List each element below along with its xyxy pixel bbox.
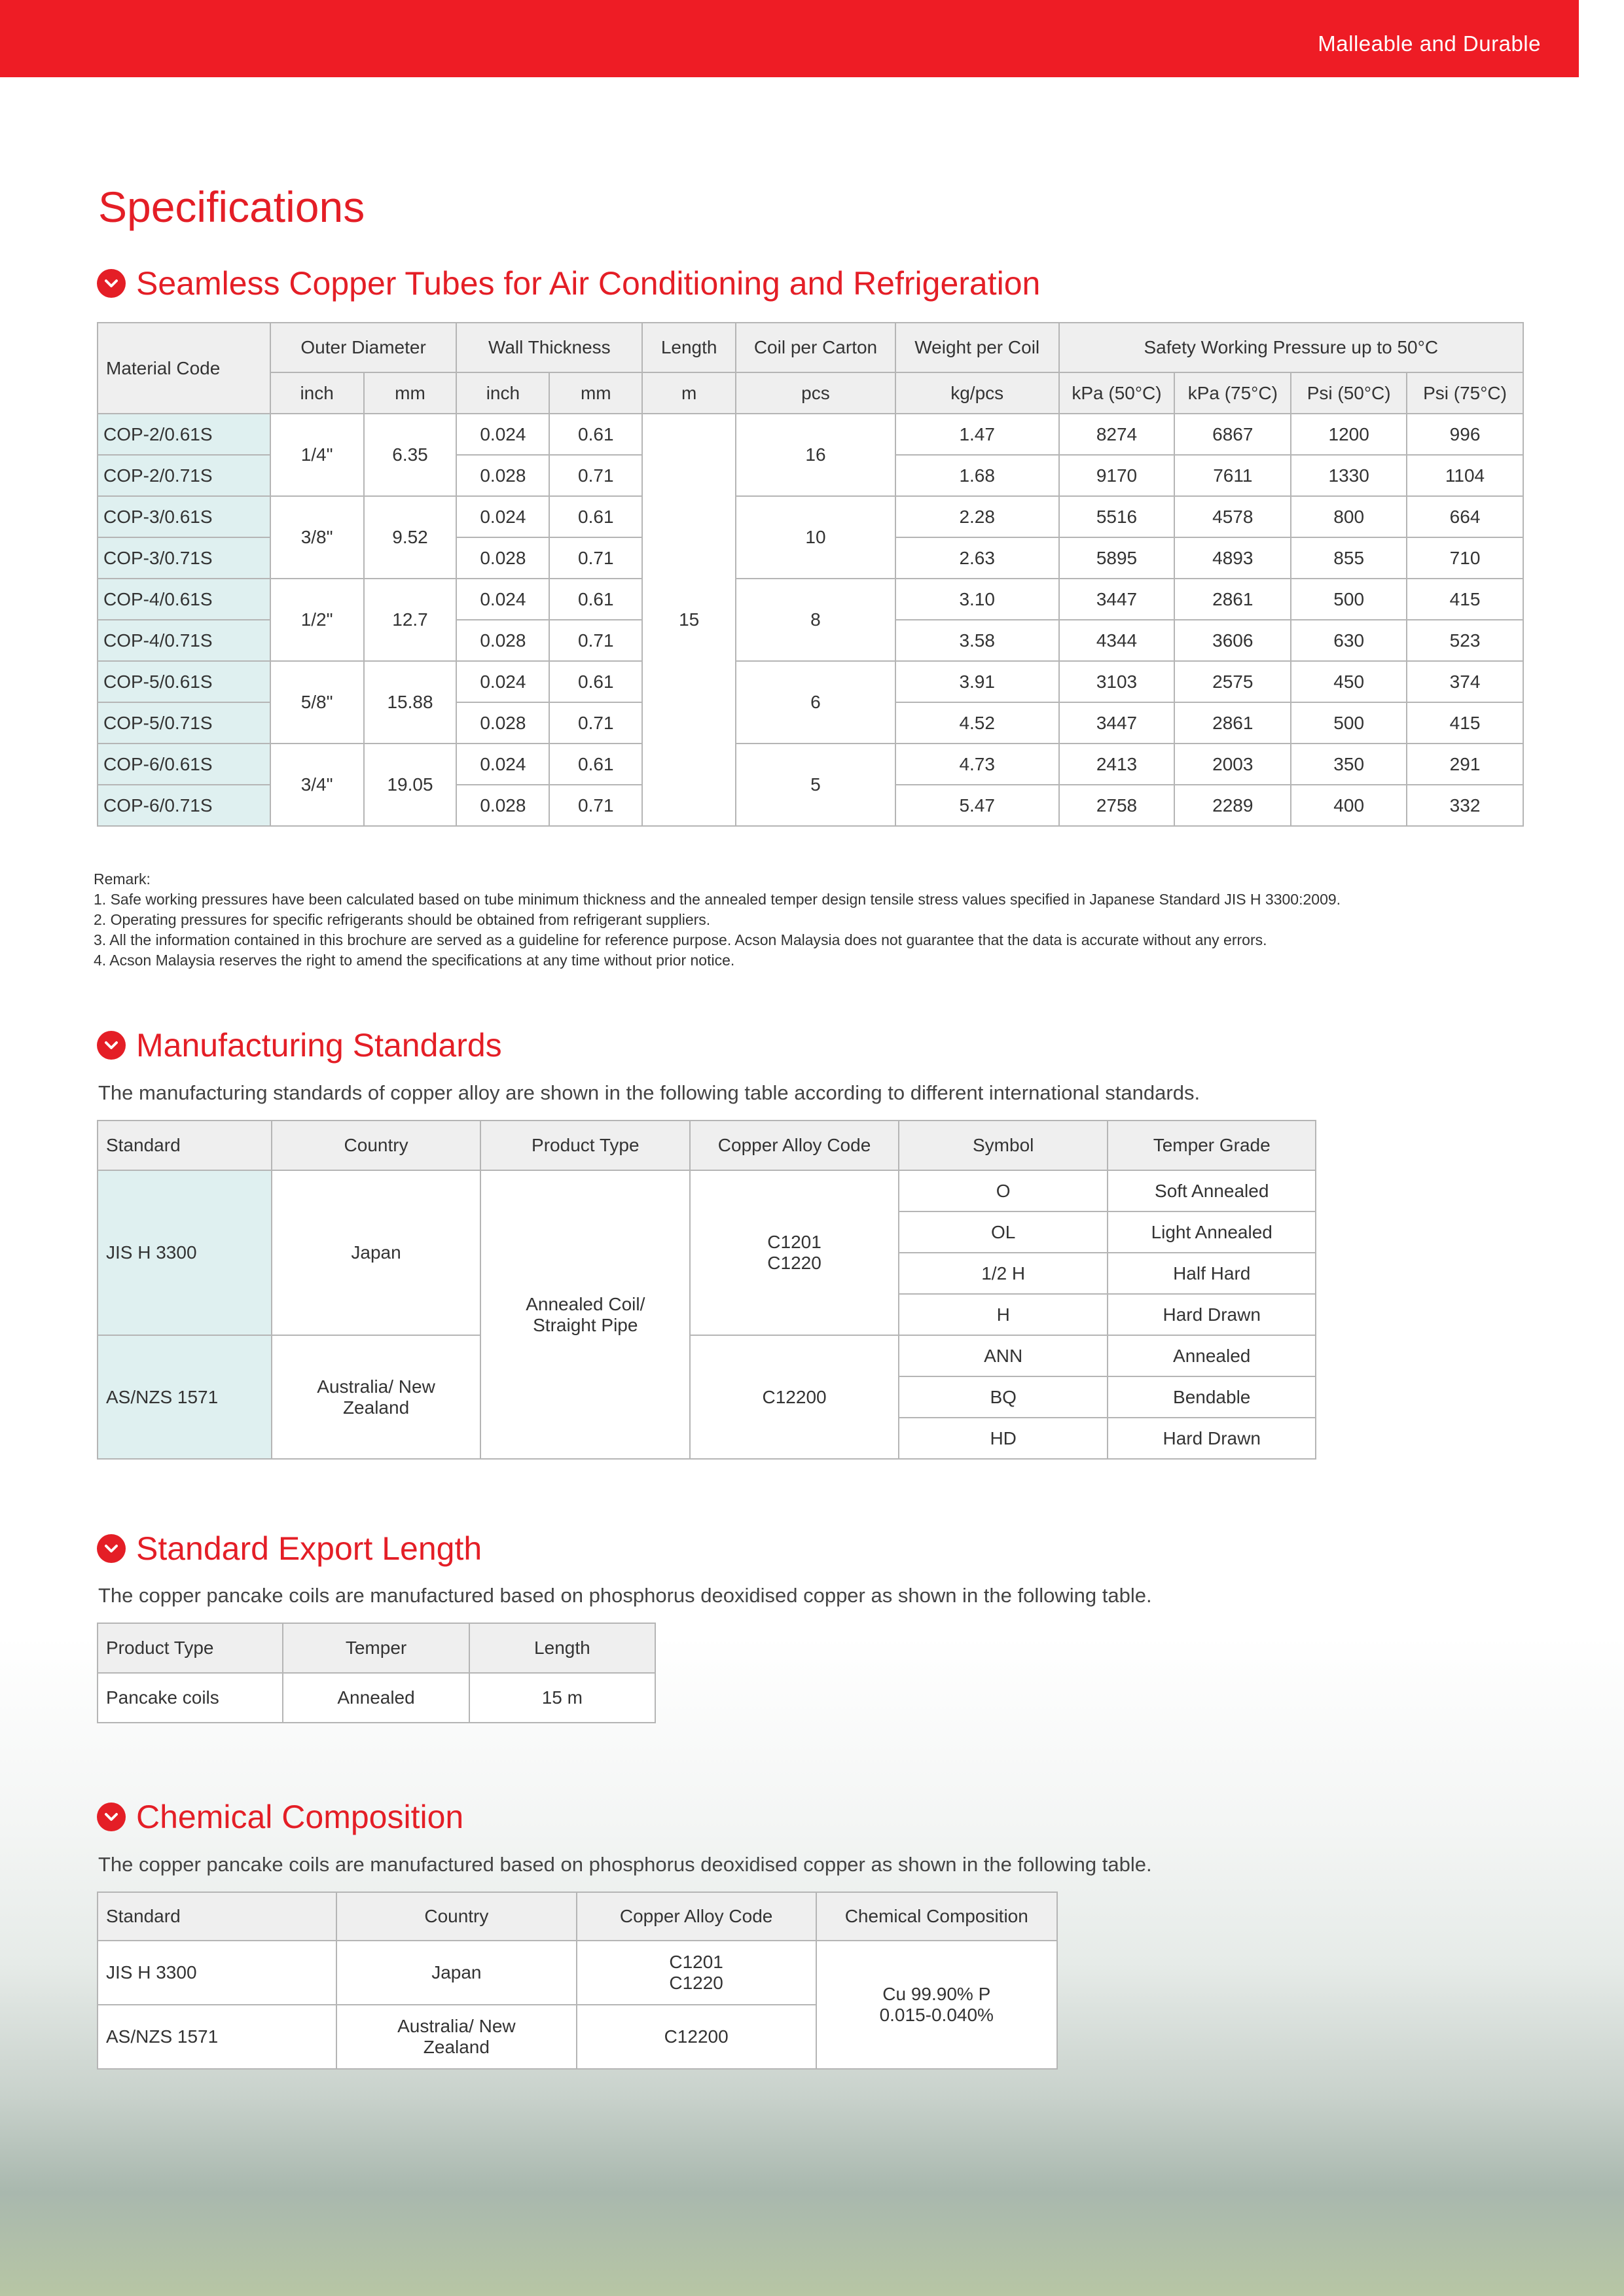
od-inch: 1/4" [270, 414, 364, 496]
kpa50: 2413 [1059, 744, 1175, 785]
export-length-table [97, 1623, 656, 1723]
remark-item: 4. Acson Malaysia reserves the right to amend the specifications at any time without prior notice. [94, 952, 735, 969]
header-standard: Standard [98, 1892, 336, 1941]
header-weight-per-coil: Weight per Coil [895, 323, 1059, 372]
weight: 4.73 [895, 744, 1059, 785]
wt-mm: 0.61 [549, 496, 642, 537]
unit-od-inch: inch [270, 372, 364, 414]
remarks [94, 869, 1341, 971]
table-row [98, 579, 1523, 620]
header-symbol: Symbol [899, 1121, 1108, 1170]
table-row [98, 496, 1523, 537]
section-title-chemical [97, 1798, 463, 1836]
section-title-manufacturing [97, 1026, 502, 1064]
remark-item: 1. Safe working pressures have been calculated based on tube minimum thickness and the annealed temper design tensile stress values specified in Japanese Standard JIS H 3300:2009. [94, 891, 1341, 908]
symbol: ANN [899, 1335, 1108, 1376]
psi75: 374 [1407, 661, 1523, 702]
psi50: 400 [1291, 785, 1407, 826]
unit-weight: kg/pcs [895, 372, 1059, 414]
wt-mm: 0.61 [549, 414, 642, 455]
unit-wt-mm: mm [549, 372, 642, 414]
material-code: COP-2/0.71S [98, 455, 270, 496]
kpa50: 3103 [1059, 661, 1175, 702]
od-mm: 9.52 [364, 496, 457, 579]
header-standard: Standard [98, 1121, 272, 1170]
section-title-tubes [97, 264, 1040, 302]
symbol: BQ [899, 1376, 1108, 1418]
psi50: 500 [1291, 579, 1407, 620]
od-inch: 1/2" [270, 579, 364, 661]
psi50: 500 [1291, 702, 1407, 744]
kpa50: 3447 [1059, 579, 1175, 620]
header-temper-grade: Temper Grade [1108, 1121, 1316, 1170]
psi50: 450 [1291, 661, 1407, 702]
header-country: Country [336, 1892, 577, 1941]
header-length: Length [469, 1623, 655, 1673]
symbol: H [899, 1294, 1108, 1335]
weight: 2.28 [895, 496, 1059, 537]
weight: 3.10 [895, 579, 1059, 620]
alloy-asnzs: C12200 [690, 1335, 899, 1459]
header-length: Length [642, 323, 736, 372]
wt-mm: 0.71 [549, 702, 642, 744]
weight: 5.47 [895, 785, 1059, 826]
standard: AS/NZS 1571 [98, 2005, 336, 2069]
weight: 1.47 [895, 414, 1059, 455]
header-alloy-code: Copper Alloy Code [690, 1121, 899, 1170]
remarks-title: Remark: [94, 870, 151, 888]
table-row [98, 744, 1523, 785]
od-mm: 12.7 [364, 579, 457, 661]
chemical-intro: The copper pancake coils are manufactured based on phosphorus deoxidised copper as shown in the following table. [98, 1853, 1152, 1876]
material-code: COP-3/0.71S [98, 537, 270, 579]
section-title-text: Seamless Copper Tubes for Air Conditioning and Refrigeration [136, 265, 1041, 302]
copper-tubes-table [97, 322, 1524, 827]
header-product-type: Product Type [480, 1121, 690, 1170]
kpa50: 3447 [1059, 702, 1175, 744]
psi50: 1200 [1291, 414, 1407, 455]
chemical-composition-table [97, 1892, 1058, 2070]
header-chemical-composition: Chemical Composition [816, 1892, 1057, 1941]
psi75: 332 [1407, 785, 1523, 826]
standard-asnzs: AS/NZS 1571 [98, 1335, 272, 1459]
wt-inch: 0.028 [456, 537, 549, 579]
kpa75: 6867 [1174, 414, 1291, 455]
material-code: COP-6/0.71S [98, 785, 270, 826]
wt-inch: 0.028 [456, 620, 549, 661]
header-outer-diameter: Outer Diameter [270, 323, 457, 372]
chevron-down-icon [97, 1803, 126, 1831]
manufacturing-standards-table [97, 1120, 1316, 1460]
symbol: O [899, 1170, 1108, 1211]
temper-grade: Hard Drawn [1108, 1418, 1316, 1459]
wt-inch: 0.028 [456, 785, 549, 826]
unit-coil: pcs [736, 372, 895, 414]
coils: 10 [736, 496, 895, 579]
coils: 5 [736, 744, 895, 826]
header-tagline: Malleable and Durable [1318, 31, 1541, 56]
psi50: 800 [1291, 496, 1407, 537]
length-value: 15 [642, 414, 736, 826]
od-inch: 3/4" [270, 744, 364, 826]
temper-grade: Half Hard [1108, 1253, 1316, 1294]
wt-inch: 0.024 [456, 579, 549, 620]
unit-psi50: Psi (50°C) [1291, 372, 1407, 414]
alloy-code: C1201 C1220 [577, 1941, 816, 2005]
chevron-down-icon [97, 1031, 126, 1060]
chevron-down-icon [97, 1534, 126, 1563]
psi75: 415 [1407, 579, 1523, 620]
psi75: 664 [1407, 496, 1523, 537]
weight: 2.63 [895, 537, 1059, 579]
header-temper: Temper [283, 1623, 469, 1673]
section-title-text: Standard Export Length [136, 1530, 482, 1567]
symbol: OL [899, 1211, 1108, 1253]
product-type: Annealed Coil/ Straight Pipe [480, 1170, 690, 1459]
symbol: 1/2 H [899, 1253, 1108, 1294]
od-mm: 19.05 [364, 744, 457, 826]
psi75: 1104 [1407, 455, 1523, 496]
material-code: COP-2/0.61S [98, 414, 270, 455]
unit-psi75: Psi (75°C) [1407, 372, 1523, 414]
temper-grade: Annealed [1108, 1335, 1316, 1376]
psi75: 996 [1407, 414, 1523, 455]
wt-inch: 0.028 [456, 455, 549, 496]
unit-wt-inch: inch [456, 372, 549, 414]
kpa75: 2003 [1174, 744, 1291, 785]
wt-mm: 0.61 [549, 744, 642, 785]
unit-kpa75: kPa (75°C) [1174, 372, 1291, 414]
wt-mm: 0.71 [549, 455, 642, 496]
alloy-jis: C1201 C1220 [690, 1170, 899, 1335]
kpa75: 2861 [1174, 702, 1291, 744]
section-title-export-length [97, 1530, 482, 1568]
header-wall-thickness: Wall Thickness [456, 323, 642, 372]
psi50: 630 [1291, 620, 1407, 661]
psi50: 350 [1291, 744, 1407, 785]
wt-mm: 0.61 [549, 661, 642, 702]
material-code: COP-4/0.61S [98, 579, 270, 620]
material-code: COP-6/0.61S [98, 744, 270, 785]
kpa75: 4578 [1174, 496, 1291, 537]
header-bar [0, 0, 1579, 77]
temper-grade: Bendable [1108, 1376, 1316, 1418]
weight: 3.91 [895, 661, 1059, 702]
header-coil-per-carton: Coil per Carton [736, 323, 895, 372]
remark-item: 2. Operating pressures for specific refrigerants should be obtained from refrigerant suppliers. [94, 911, 711, 928]
kpa50: 9170 [1059, 455, 1175, 496]
chemical-composition: Cu 99.90% P 0.015-0.040% [816, 1941, 1057, 2069]
wt-inch: 0.028 [456, 702, 549, 744]
header-product-type: Product Type [98, 1623, 283, 1673]
psi75: 291 [1407, 744, 1523, 785]
psi75: 710 [1407, 537, 1523, 579]
page-title: Specifications [98, 183, 365, 231]
table-row [98, 661, 1523, 702]
remark-item: 3. All the information contained in this brochure are served as a guideline for reference purpose. Acson Malaysia does not guarantee that the data is accurate without any errors. [94, 931, 1267, 948]
wt-inch: 0.024 [456, 414, 549, 455]
wt-mm: 0.71 [549, 620, 642, 661]
wt-mm: 0.71 [549, 785, 642, 826]
country-australia: Australia/ New Zealand [272, 1335, 481, 1459]
wt-inch: 0.024 [456, 744, 549, 785]
table-row [98, 1941, 1057, 2005]
psi50: 1330 [1291, 455, 1407, 496]
product-type: Pancake coils [98, 1673, 283, 1723]
section-title-text: Manufacturing Standards [136, 1027, 502, 1064]
kpa50: 5895 [1059, 537, 1175, 579]
wt-mm: 0.71 [549, 537, 642, 579]
unit-kpa50: kPa (50°C) [1059, 372, 1175, 414]
country-japan: Japan [272, 1170, 481, 1335]
weight: 4.52 [895, 702, 1059, 744]
kpa75: 2575 [1174, 661, 1291, 702]
table-row [98, 1673, 655, 1723]
material-code: COP-3/0.61S [98, 496, 270, 537]
kpa75: 2289 [1174, 785, 1291, 826]
country: Australia/ New Zealand [336, 2005, 577, 2069]
kpa50: 4344 [1059, 620, 1175, 661]
export-length-intro: The copper pancake coils are manufactured based on phosphorus deoxidised copper as shown in the following table. [98, 1584, 1152, 1607]
manufacturing-intro: The manufacturing standards of copper alloy are shown in the following table according to different international standards. [98, 1081, 1200, 1104]
kpa75: 2861 [1174, 579, 1291, 620]
kpa75: 3606 [1174, 620, 1291, 661]
coils: 6 [736, 661, 895, 744]
kpa75: 4893 [1174, 537, 1291, 579]
od-inch: 5/8" [270, 661, 364, 744]
od-mm: 6.35 [364, 414, 457, 496]
psi75: 415 [1407, 702, 1523, 744]
psi50: 855 [1291, 537, 1407, 579]
unit-length: m [642, 372, 736, 414]
wt-inch: 0.024 [456, 661, 549, 702]
wt-mm: 0.61 [549, 579, 642, 620]
coils: 16 [736, 414, 895, 496]
coils: 8 [736, 579, 895, 661]
length: 15 m [469, 1673, 655, 1723]
kpa50: 8274 [1059, 414, 1175, 455]
temper-grade: Hard Drawn [1108, 1294, 1316, 1335]
kpa75: 7611 [1174, 455, 1291, 496]
psi75: 523 [1407, 620, 1523, 661]
temper-grade: Soft Annealed [1108, 1170, 1316, 1211]
unit-od-mm: mm [364, 372, 457, 414]
header-material-code: Material Code [98, 323, 270, 414]
kpa50: 5516 [1059, 496, 1175, 537]
weight: 1.68 [895, 455, 1059, 496]
alloy-code: C12200 [577, 2005, 816, 2069]
od-mm: 15.88 [364, 661, 457, 744]
country: Japan [336, 1941, 577, 2005]
header-alloy-code: Copper Alloy Code [577, 1892, 816, 1941]
weight: 3.58 [895, 620, 1059, 661]
table-row [98, 414, 1523, 455]
symbol: HD [899, 1418, 1108, 1459]
standard: JIS H 3300 [98, 1941, 336, 2005]
wt-inch: 0.024 [456, 496, 549, 537]
od-inch: 3/8" [270, 496, 364, 579]
temper: Annealed [283, 1673, 469, 1723]
section-title-text: Chemical Composition [136, 1799, 464, 1835]
table-row [98, 1335, 1316, 1376]
header-safety-pressure: Safety Working Pressure up to 50°C [1059, 323, 1523, 372]
header-country: Country [272, 1121, 481, 1170]
chevron-down-icon [97, 269, 126, 298]
material-code: COP-5/0.61S [98, 661, 270, 702]
material-code: COP-4/0.71S [98, 620, 270, 661]
standard-jis: JIS H 3300 [98, 1170, 272, 1335]
temper-grade: Light Annealed [1108, 1211, 1316, 1253]
table-row [98, 1170, 1316, 1211]
kpa50: 2758 [1059, 785, 1175, 826]
material-code: COP-5/0.71S [98, 702, 270, 744]
